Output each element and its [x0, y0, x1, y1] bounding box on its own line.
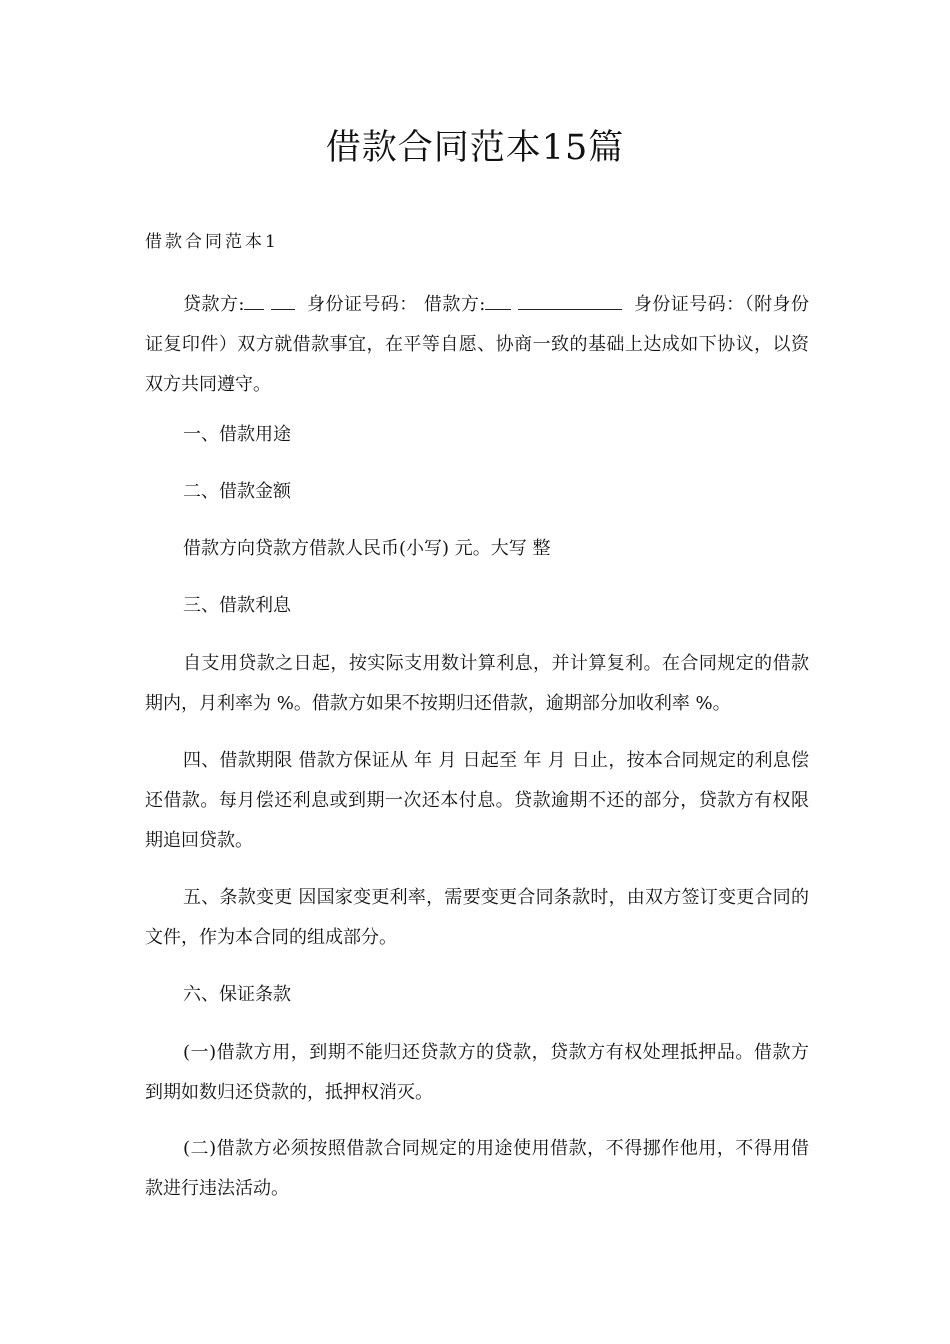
id-label-1: 身份证号码：: [306, 294, 418, 315]
lender-blank-2: [271, 291, 295, 310]
borrower-blank-1: [485, 291, 511, 310]
parties-rest: （附身份证复印件）双方就借款事宜，在平等自愿、协商一致的基础上达成如下协议，以资双方共同遵守。: [145, 294, 809, 395]
clause-change-text: 五、条款变更 因国家变更利率，需要变更合同条款时，由双方签订变更合同的文件，作为本合同的组成部分。: [145, 887, 809, 948]
lender-label: 贷款方:: [183, 294, 245, 315]
clause-interest-text: 自支用贷款之日起，按实际支用数计算利息，并计算复利。在合同规定的借款期内，月利率为 %。借款方如果不按期归还借款，逾期部分加收利率 %。: [145, 653, 809, 714]
clause-guarantee-item-1: (一)借款方用，到期不能归还贷款方的贷款，贷款方有权处理抵押品。借款方到期如数归还贷款的，抵押权消灭。: [145, 1042, 809, 1103]
section-heading: 借款合同范本1: [145, 232, 279, 252]
clause-amount-heading: 二、借款金额: [183, 481, 291, 502]
clause-interest-heading: 三、借款利息: [183, 595, 291, 616]
clause-guarantee-heading: 六、保证条款: [183, 984, 291, 1005]
parties-paragraph: [145, 285, 809, 405]
id-label-2: 身份证号码：: [633, 294, 745, 315]
lender-blank-1: [244, 291, 264, 310]
document-title: 借款合同范本15篇: [325, 128, 625, 168]
clause-guarantee-item-2: (二)借款方必须按照借款合同规定的用途使用借款，不得挪作他用，不得用借款进行违法活动。: [145, 1138, 809, 1199]
clause-purpose-heading: 一、借款用途: [183, 424, 291, 445]
clause-term-text: 四、借款期限 借款方保证从 年 月 日起至 年 月 日止，按本合同规定的利息偿还借款。每月偿还利息或到期一次还本付息。贷款逾期不还的部分，贷款方有权限期追回贷款。: [145, 750, 809, 851]
clause-amount-text: 借款方向贷款方借款人民币(小写) 元。大写 整: [183, 538, 551, 559]
borrower-blank-2: [518, 291, 622, 310]
borrower-label: 借款方:: [423, 294, 486, 315]
